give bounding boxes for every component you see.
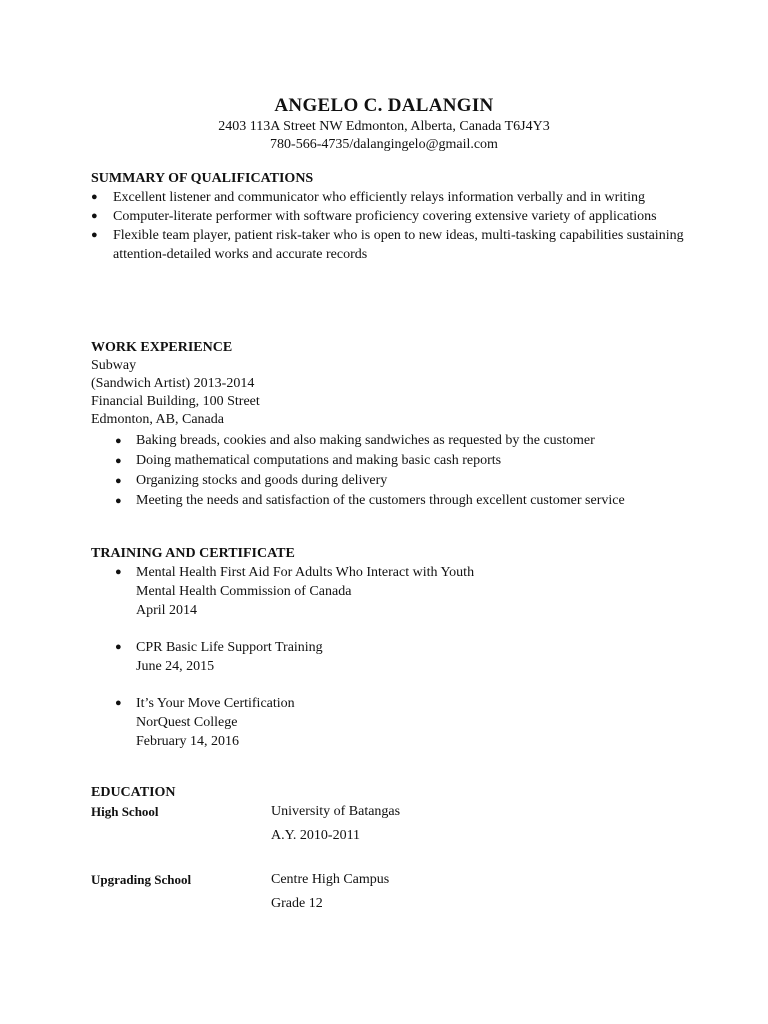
bullet-icon: ●: [115, 495, 122, 507]
bullet-icon: ●: [91, 191, 98, 203]
training-date: April 2014: [136, 603, 198, 618]
training-name: It’s Your Move Certification: [136, 696, 295, 711]
bullet-icon: ●: [115, 475, 122, 487]
summary-section: [91, 170, 691, 264]
address-line: 2403 113A Street NW Edmonton, Alberta, Canada T6J4Y3: [218, 119, 550, 134]
education-section: [91, 784, 691, 918]
list-item: [91, 694, 691, 751]
list-item: [91, 491, 691, 511]
list-item: [91, 431, 691, 451]
upgrading-school-name: Centre High Campus: [271, 872, 390, 887]
list-item: [91, 226, 691, 264]
list-item-text: Meeting the needs and satisfaction of the customers through excellent customer service: [136, 493, 625, 508]
list-item: [91, 188, 691, 207]
training-provider: Mental Health Commission of Canada: [136, 584, 352, 599]
bullet-icon: ●: [91, 229, 98, 241]
list-item-text: Flexible team player, patient risk-taker who is open to new ideas, multi-tasking capabilities sustaining attention-detailed works and accurate records: [113, 228, 684, 262]
bullet-icon: ●: [115, 566, 122, 578]
list-item-text: Computer-literate performer with software proficiency covering extensive variety of applications: [113, 209, 657, 224]
employer-city: Edmonton, AB, Canada: [91, 412, 224, 427]
education-row: [91, 826, 691, 870]
employer-address: Financial Building, 100 Street: [91, 394, 260, 409]
training-name: Mental Health First Aid For Adults Who Interact with Youth: [136, 565, 475, 580]
bullet-icon: ●: [115, 435, 122, 447]
applicant-name: ANGELO C. DALANGIN: [274, 95, 494, 116]
list-item-text: Organizing stocks and goods during delivery: [136, 473, 388, 488]
education-row: [91, 870, 691, 894]
upgrading-grade: Grade 12: [271, 896, 323, 911]
list-item: [91, 563, 691, 620]
bullet-icon: ●: [115, 697, 122, 709]
high-school-name: University of Batangas: [271, 804, 401, 819]
list-item: [91, 638, 691, 676]
training-section: [91, 545, 691, 769]
resume-header: [0, 94, 768, 154]
education-row: [91, 894, 691, 918]
contact-line: 780-566-4735/dalangingelo@gmail.com: [270, 137, 498, 152]
work-title: WORK EXPERIENCE: [91, 340, 233, 355]
training-date: June 24, 2015: [136, 659, 215, 674]
list-item-text: Baking breads, cookies and also making sandwiches as requested by the customer: [136, 433, 595, 448]
duties-list: [91, 431, 691, 511]
bullet-icon: ●: [115, 641, 122, 653]
list-item: [91, 451, 691, 471]
bullet-icon: ●: [91, 210, 98, 222]
training-list: [91, 563, 691, 751]
summary-title: SUMMARY OF QUALIFICATIONS: [91, 171, 314, 186]
training-date: February 14, 2016: [136, 734, 240, 749]
list-item: [91, 207, 691, 226]
list-item-text: Doing mathematical computations and making basic cash reports: [136, 453, 502, 468]
job-role: (Sandwich Artist) 2013-2014: [91, 376, 255, 391]
employer: Subway: [91, 358, 137, 373]
training-title: TRAINING AND CERTIFICATE: [91, 546, 295, 561]
training-provider: NorQuest College: [136, 715, 238, 730]
work-section: [91, 339, 691, 511]
high-school-label: High School: [91, 804, 159, 819]
upgrading-school-label: Upgrading School: [91, 872, 192, 887]
high-school-year: A.Y. 2010-2011: [271, 828, 361, 843]
education-title: EDUCATION: [91, 785, 176, 800]
bullet-icon: ●: [115, 455, 122, 467]
list-item: [91, 471, 691, 491]
summary-list: [91, 188, 691, 264]
training-name: CPR Basic Life Support Training: [136, 640, 323, 655]
education-row: [91, 802, 691, 826]
list-item-text: Excellent listener and communicator who efficiently relays information verbally and in writing: [113, 190, 645, 205]
